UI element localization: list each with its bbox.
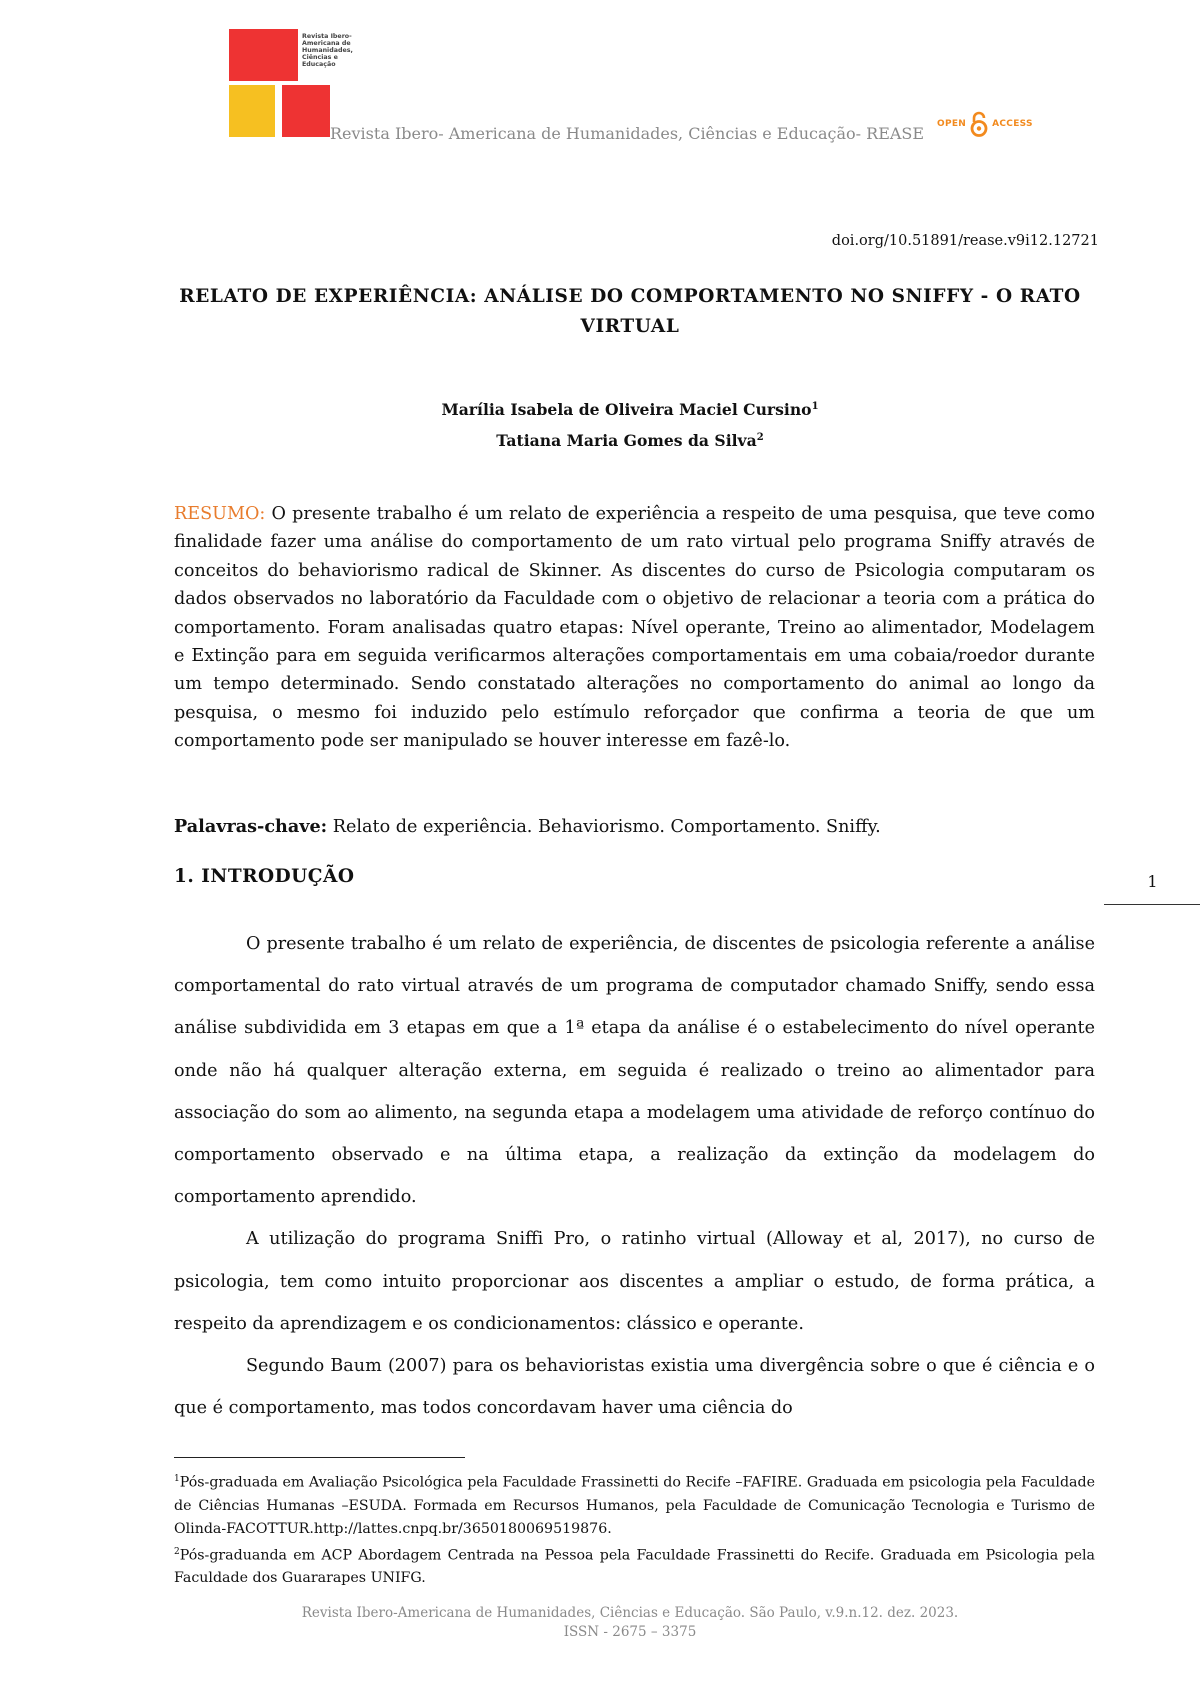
author-2-footnote-mark[interactable]: 2 bbox=[756, 432, 764, 444]
journal-logo-red-block bbox=[229, 29, 298, 81]
article-title: RELATO DE EXPERIÊNCIA: ANÁLISE DO COMPORTAMENTO NO SNIFFY - O RATO VIRTUAL bbox=[179, 286, 1081, 337]
keywords-label: Palavras-chave: bbox=[174, 816, 328, 837]
body-paragraph: Segundo Baum (2007) para os behavioristas existia uma divergência sobre o que é ciência e o que é comportamento, mas todos concordavam haver uma ciência do bbox=[174, 1356, 1095, 1419]
body-text bbox=[174, 923, 1095, 1429]
footnote-2 bbox=[174, 1541, 1095, 1591]
journal-logo-yellow-block bbox=[229, 85, 275, 137]
page-number: 1 bbox=[1147, 872, 1158, 891]
footnote-1-text: Pós-graduada em Avaliação Psicológica pela Faculdade Frassinetti do Recife –FAFIRE. Graduada em psicologia pela Faculdade de Ciências Humanas –ESUDA. Formada em Recursos Humanos, pela Faculdade de Comunicação Tecnologia e Turismo de Olinda-FACOTTUR.http://lattes.cnpq.br/3650180069519876. bbox=[174, 1474, 1095, 1537]
footnote-2-text: Pós-graduanda em ACP Abordagem Centrada na Pessoa pela Faculdade Frassinetti do Recife. Graduada em Psicologia pela Faculdade dos Guararapes UNIFG. bbox=[174, 1547, 1095, 1587]
body-paragraph: A utilização do programa Sniffi Pro, o ratinho virtual (Alloway et al, 2017), no curso de psicologia, tem como intuito proporcionar aos discentes a ampliar o estudo, de forma prática, a respeito da aprendizagem e os condicionamentos: clássico e operante. bbox=[174, 1229, 1095, 1334]
page-footer bbox=[200, 1604, 1060, 1642]
author-1 bbox=[300, 393, 960, 424]
footnote-rule bbox=[174, 1457, 465, 1458]
footnote-2-mark: 2 bbox=[174, 1546, 180, 1557]
abstract-text: O presente trabalho é um relato de experiência a respeito de uma pesquisa, que teve como finalidade fazer uma análise do comportamento de um rato virtual pelo programa Sniffy através de conceitos do behaviorismo radical de Skinner. As discentes do curso de Psicologia computaram os dados observados no laboratório da Faculdade com o objetivo de relacionar a teoria com a prática do comportamento. Foram analisadas quatro etapas: Nível operante, Treino ao alimentador, Modelagem e Extinção para em seguida verificarmos alterações comportamentais em uma cobaia/roedor durante um tempo determinado. Sendo constatado alterações no comportamento do animal ao longo da pesquisa, o mesmo foi induzido pelo estímulo reforçador que confirma a teoria de que um comportamento pode ser manipulado se houver interesse em fazê-lo. bbox=[174, 504, 1095, 752]
open-access-open-label: OPEN bbox=[937, 119, 967, 129]
footer-issn: ISSN - 2675 – 3375 bbox=[563, 1624, 697, 1640]
article-doi-link[interactable]: doi.org/10.51891/rease.v9i12.12721 bbox=[831, 233, 1099, 249]
abstract-label: RESUMO: bbox=[174, 504, 266, 524]
body-paragraph: O presente trabalho é um relato de experiência, de discentes de psicologia referente a análise comportamental do rato virtual através de um programa de computador chamado Sniffy, sendo essa análise subdividida em 3 etapas em que a 1ª etapa da análise é o estabelecimento do nível operante onde não há qualquer alteração externa, em seguida é realizado o treino ao alimentador para associação do som ao alimento, na segunda etapa a modelagem uma atividade de reforço contínuo do comportamento observado e na última etapa, a realização da extinção da modelagem do comportamento aprendido. bbox=[174, 934, 1095, 1208]
keywords-text: Relato de experiência. Behaviorismo. Comportamento. Sniffy. bbox=[332, 817, 881, 837]
footnotes bbox=[174, 1468, 1095, 1590]
author-2 bbox=[300, 424, 960, 455]
page-number-rule bbox=[1104, 904, 1200, 905]
footer-citation: Revista Ibero-Americana de Humanidades, Ciências e Educação. São Paulo, v.9.n.12. dez. 2023. bbox=[301, 1605, 959, 1621]
author-1-footnote-mark[interactable]: 1 bbox=[811, 401, 819, 412]
abstract bbox=[174, 500, 1095, 756]
author-2-name: Tatiana Maria Gomes da Silva bbox=[496, 431, 757, 451]
open-access-lock-icon bbox=[969, 111, 989, 137]
author-1-name: Marília Isabela de Oliveira Maciel Cursino bbox=[441, 400, 812, 420]
section-heading-introduction: 1. INTRODUÇÃO bbox=[174, 866, 355, 887]
footnote-1 bbox=[174, 1468, 1095, 1541]
keywords bbox=[174, 813, 1095, 841]
author-list bbox=[300, 393, 960, 455]
journal-logo-text: Revista Ibero-Americana de Humanidades, Ciências e Educação bbox=[302, 33, 353, 69]
journal-logo-red-small-block bbox=[282, 85, 330, 137]
journal-header-title: Revista Ibero- Americana de Humanidades, Ciências e Educação- REASE bbox=[330, 124, 925, 143]
open-access-badge bbox=[937, 111, 1033, 137]
footnote-1-mark: 1 bbox=[174, 1474, 180, 1484]
open-access-access-label: ACCESS bbox=[992, 119, 1033, 129]
